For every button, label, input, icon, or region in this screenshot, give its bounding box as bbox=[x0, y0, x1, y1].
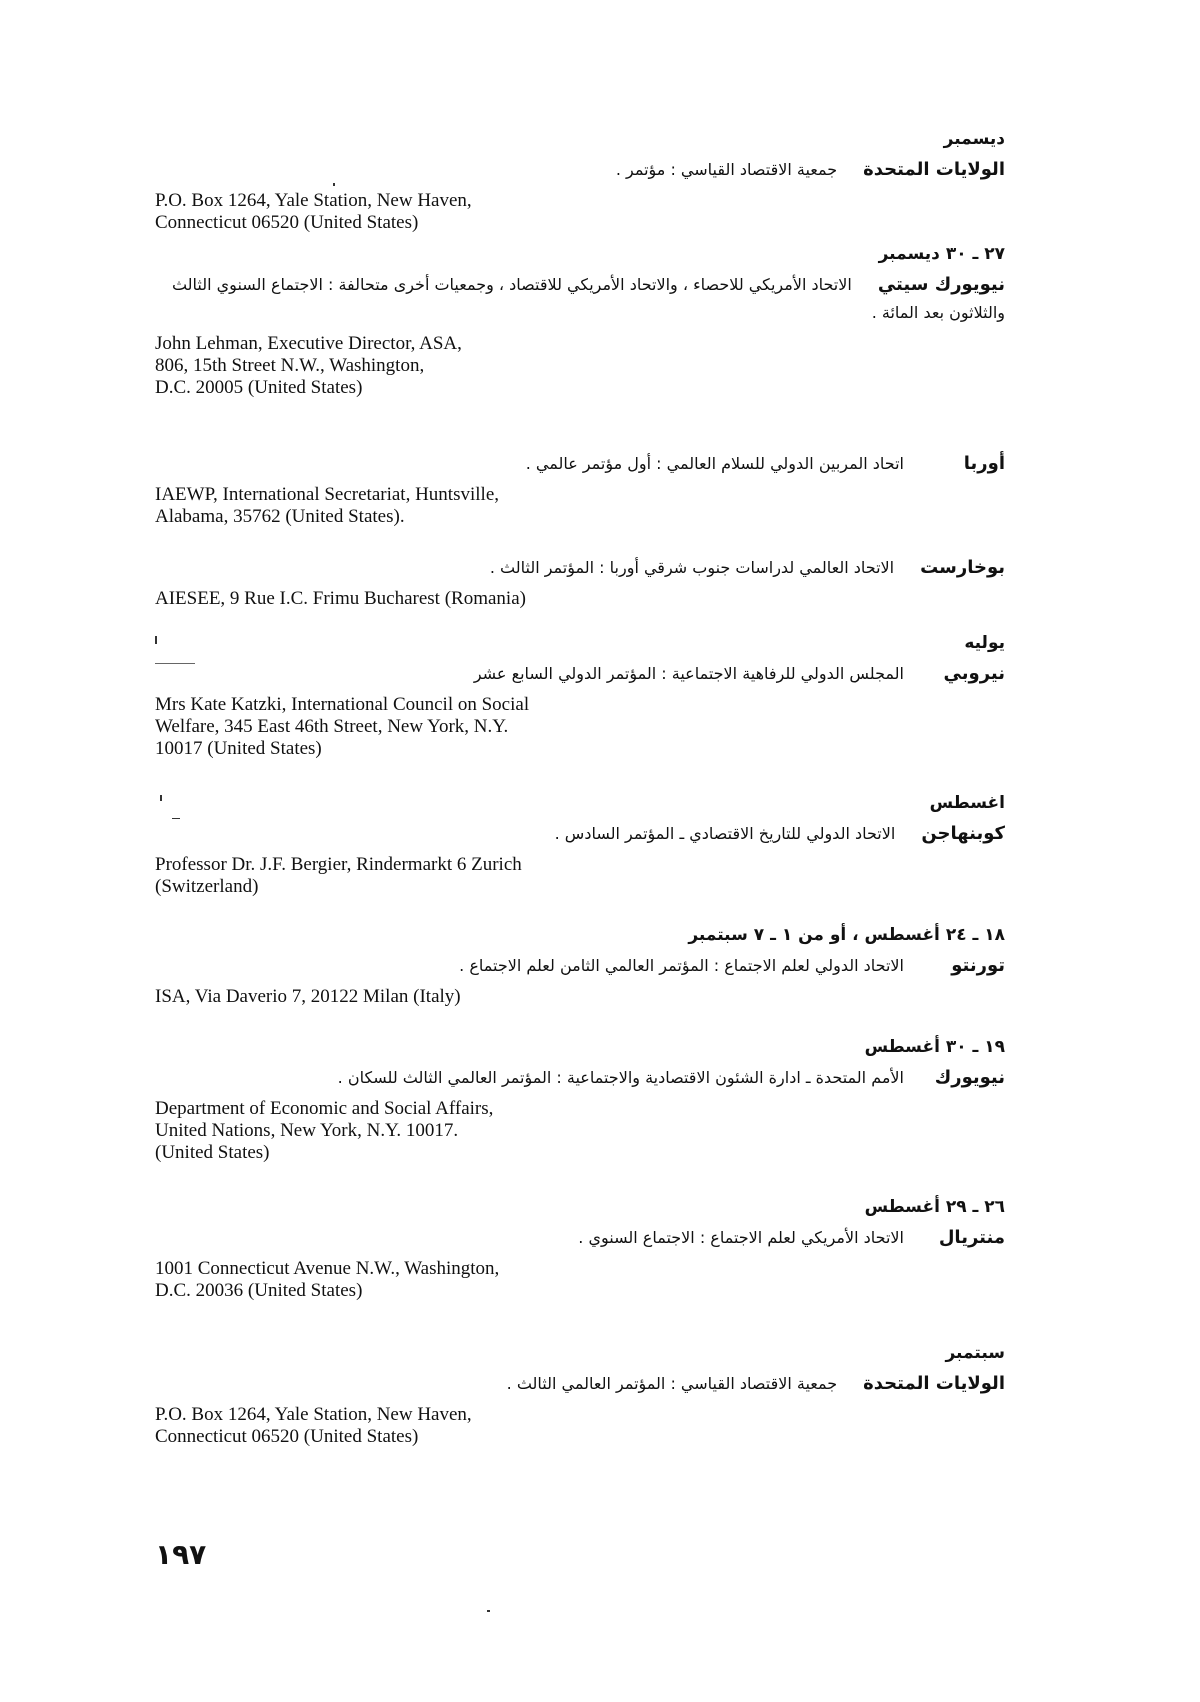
entry-address: Department of Economic and Social Affairs, United Nations, New York, N.Y. 10017. (United States) bbox=[155, 1098, 494, 1163]
entry-description: المجلس الدولي للرفاهية الاجتماعية : المؤتمر الدولي السابع عشر bbox=[473, 664, 904, 683]
entry-description: الاتحاد الدولي للتاريخ الاقتصادي ـ المؤتمر السادس . bbox=[554, 824, 896, 843]
conference-entry bbox=[155, 792, 1005, 898]
conference-entry bbox=[155, 1036, 1005, 1164]
entry-address: 1001 Connecticut Avenue N.W., Washington, D.C. 20036 (United States) bbox=[155, 1258, 500, 1301]
entry-city: الولايات المتحدة bbox=[863, 159, 1005, 180]
conference-entry bbox=[155, 924, 1005, 1008]
conference-entry bbox=[155, 1196, 1005, 1302]
entry-city: تورنتو bbox=[951, 955, 1005, 976]
entry-city: نيويورك سيتي bbox=[877, 274, 1005, 295]
entry-event bbox=[155, 156, 1005, 184]
entry-date: ديسمبر bbox=[943, 129, 1005, 149]
entry-city: منتريال bbox=[938, 1227, 1005, 1248]
entry-event bbox=[155, 1224, 1005, 1252]
entry-address: P.O. Box 1264, Yale Station, New Haven, Connecticut 06520 (United States) bbox=[155, 1404, 472, 1447]
entry-address: Mrs Kate Katzki, International Council on Social Welfare, 345 East 46th Street, New York, N.Y. 10017 (United States) bbox=[155, 694, 530, 759]
entry-date: يوليه bbox=[964, 633, 1005, 653]
entry-date: ٢٦ ـ ٢٩ أغسطس bbox=[864, 1197, 1005, 1217]
entry-city: بوخارست bbox=[920, 557, 1005, 578]
scan-speck bbox=[155, 636, 157, 644]
entry-description: جمعية الاقتصاد القياسي : مؤتمر . bbox=[615, 160, 838, 179]
entry-description: الاتحاد الدولي لعلم الاجتماع : المؤتمر العالمي الثامن لعلم الاجتماع . bbox=[459, 956, 904, 975]
entry-event bbox=[155, 660, 1005, 688]
entry-address: AIESEE, 9 Rue I.C. Frimu Bucharest (Romania) bbox=[155, 588, 526, 609]
entry-city: كوبنهاجن bbox=[921, 823, 1005, 844]
entry-date: ٢٧ ـ ٣٠ ديسمبر bbox=[878, 244, 1005, 264]
entry-description: الاتحاد الأمريكي للاحصاء ، والاتحاد الأمريكي للاقتصاد ، وجمعيات أخرى متحالفة : الاجتماع السنوي الثالث والثلاثون بعد المائة . bbox=[171, 275, 1005, 322]
scan-speck bbox=[487, 1610, 490, 1612]
conference-entry bbox=[155, 450, 1005, 528]
entry-description: الاتحاد الأمريكي لعلم الاجتماع : الاجتماع السنوي . bbox=[578, 1228, 904, 1247]
entry-city: نيويورك bbox=[934, 1067, 1005, 1088]
entry-city: نيروبي bbox=[943, 663, 1005, 684]
entry-date: ١٩ ـ ٣٠ أغسطس bbox=[864, 1037, 1005, 1057]
entry-event bbox=[155, 820, 1005, 848]
entry-date: سبتمبر bbox=[945, 1343, 1005, 1363]
conference-entry bbox=[155, 243, 1005, 399]
entry-description: الاتحاد العالمي لدراسات جنوب شرقي أوربا : المؤتمر الثالث . bbox=[489, 558, 895, 577]
conference-entry bbox=[155, 632, 1005, 760]
entry-date: ١٨ ـ ٢٤ أغسطس ، أو من ١ ـ ٧ سبتمبر bbox=[688, 925, 1005, 945]
entry-address: Professor Dr. J.F. Bergier, Rindermarkt 6 Zurich (Switzerland) bbox=[155, 854, 522, 897]
scan-speck bbox=[155, 663, 195, 664]
entry-description: اتحاد المربين الدولي للسلام العالمي : أول مؤتمر عالمي . bbox=[525, 454, 904, 473]
entry-city: أوربا bbox=[963, 453, 1005, 474]
entry-date: اغسطس bbox=[929, 793, 1005, 813]
entry-description: الأمم المتحدة ـ ادارة الشئون الاقتصادية والاجتماعية : المؤتمر العالمي الثالث للسكان . bbox=[337, 1068, 904, 1087]
scan-speck bbox=[172, 818, 180, 819]
entry-address: ISA, Via Daverio 7, 20122 Milan (Italy) bbox=[155, 986, 461, 1007]
entry-event bbox=[155, 450, 1005, 478]
scan-speck bbox=[160, 795, 162, 801]
conference-entry bbox=[155, 554, 1005, 610]
entry-description: جمعية الاقتصاد القياسي : المؤتمر العالمي الثالث . bbox=[506, 1374, 838, 1393]
entry-address: John Lehman, Executive Director, ASA, 806, 15th Street N.W., Washington, D.C. 20005 (United States) bbox=[155, 333, 462, 398]
entry-event bbox=[155, 1064, 1005, 1092]
entry-event bbox=[155, 271, 1005, 327]
scan-speck bbox=[333, 183, 335, 186]
conference-entry bbox=[155, 1342, 1005, 1448]
page-number: ١٩٧ bbox=[155, 1538, 207, 1571]
entry-address: P.O. Box 1264, Yale Station, New Haven, Connecticut 06520 (United States) bbox=[155, 190, 472, 233]
entry-address: IAEWP, International Secretariat, Huntsville, Alabama, 35762 (United States). bbox=[155, 484, 500, 527]
entry-event bbox=[155, 952, 1005, 980]
entry-event bbox=[155, 554, 1005, 582]
conference-entry bbox=[155, 128, 1005, 234]
entry-event bbox=[155, 1370, 1005, 1398]
entry-city: الولايات المتحدة bbox=[863, 1373, 1005, 1394]
